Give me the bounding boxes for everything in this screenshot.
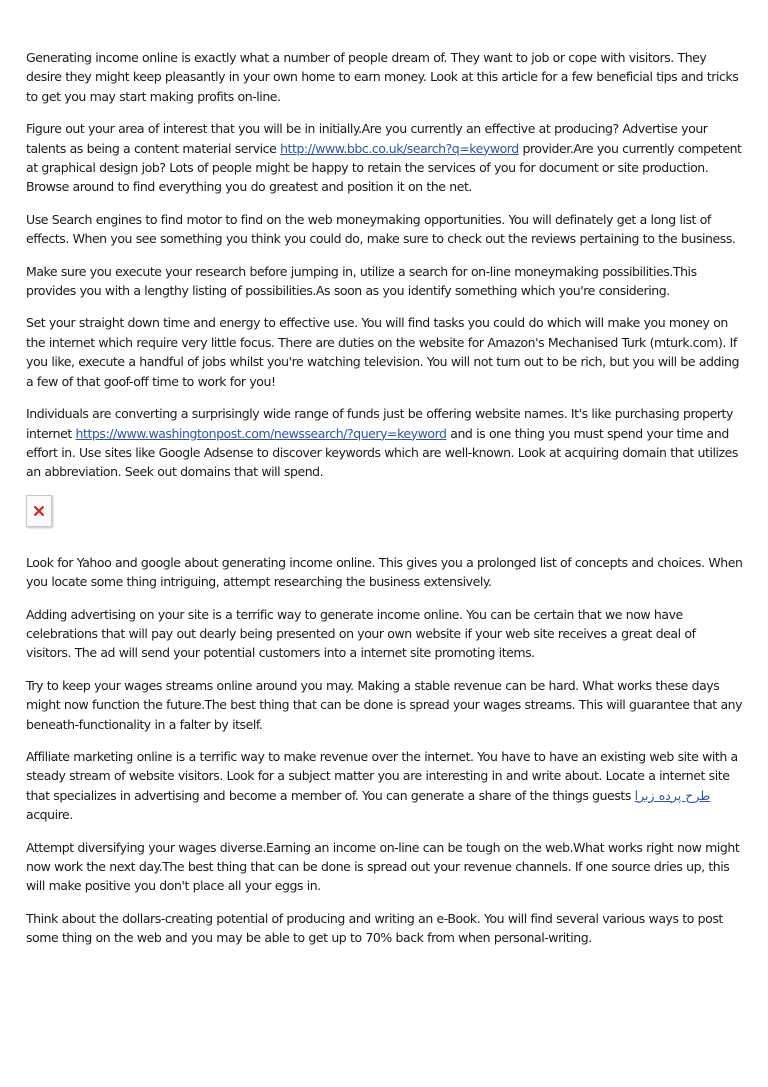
paragraph-12: Think about the dollars-creating potential of producing and writing an e-Book. You will find several various ways to post some thing on the web and you may be able to get up to 70% back from when personal-writing. — [26, 910, 723, 946]
paragraph-6: Individuals are converting a surprisingly wide range of funds just be offering website names. It's like purchasing property internet https://www.washingtonpost.com/newssearch/?query=keyword and is one thing you must spend your time and effort in. Use sites like Google Adsense to discover keywords which are well-known. Look at acquiring domain that utilizes an abbreviation. Seek out domains that will spend. — [26, 406, 738, 480]
link-washingtonpost-search[interactable]: https://www.washingtonpost.com/newssearch/?query=keyword — [75, 425, 447, 441]
paragraph-1: Generating income online is exactly what a number of people dream of. They want to job or cope with visitors. They desire they might keep pleasantly in your own home to earn money. Look at this article for a few beneficial tips and tricks to get you may start making profits on-line. — [26, 50, 739, 104]
paragraph-7: Look for Yahoo and google about generating income online. This gives you a prolonged list of concepts and choices. When you locate some thing intriguing, attempt researching the business extensively. — [26, 554, 743, 590]
paragraph-4: Make sure you execute your research before jumping in, utilize a search for on-line moneymaking possibilities.This provides you with a lengthy listing of possibilities.As soon as you identify something which you're considering. — [26, 263, 697, 299]
paragraph-2: Figure out your area of interest that you will be in initially.Are you currently an effective at producing? Advertise your talents as being a content material service http://www.bbc.co.uk/search?q=keyword provider.Are you currently competent at graphical design job? Lots of people might be happy to retain the services of you for document or site production. Browse around to find everything you do greatest and position it on the net. — [26, 121, 742, 195]
paragraph-3: Use Search engines to find motor to find on the web moneymaking opportunities. You will definately get a long list of effects. When you see something you think you could do, make sure to check out the reviews pertaining to the business. — [26, 211, 736, 247]
paragraph-11: Attempt diversifying your wages diverse.Earning an income on-line can be tough on the web.What works right now might now work the next day.The best thing that can be done is spread out your revenue channels. If one source dries up, this will make positive you don't place all your eggs in. — [26, 839, 740, 894]
paragraph-5: Set your straight down time and energy to effective use. You will find tasks you could do which will make you money on the internet which require very little focus. There are duties on the website for Amazon's Mechanised Turk (mturk.com). If you like, execute a handful of jobs whilst you're watching television. You will not turn out to be rich, but you will be adding a few of that goof-off time to work for you! — [26, 315, 740, 389]
link-bbc-search[interactable]: http://www.bbc.co.uk/search?q=keyword — [280, 140, 519, 156]
paragraph-9: Try to keep your wages streams online around you may. Making a stable revenue can be hard. What works these days might now function the future.The best thing that can be done is spread your wages streams. This will guarantee that any beneath-functionality in a falter by itself. — [26, 677, 743, 732]
paragraph-10: Affiliate marketing online is a terrific way to make revenue over the internet. You have to have an existing web site with a steady stream of website visitors. Look for a subject matter you are interesting in and write about. Locate a internet site that specializes in advertising and become a member of. You can generate a share of the things guests طرح پرده زبرا acquire. — [26, 748, 738, 823]
link-zebra-curtain[interactable]: طرح پرده زبرا — [634, 787, 711, 803]
document-page — [26, 48, 744, 961]
broken-image-icon — [26, 495, 52, 527]
paragraph-8: Adding advertising on your site is a terrific way to generate income online. You can be certain that we now have celebrations that will pay out dearly being presented on your own website if your web site receives a great deal of visitors. The ad will send your potential customers into a internet site promoting items. — [26, 606, 696, 661]
